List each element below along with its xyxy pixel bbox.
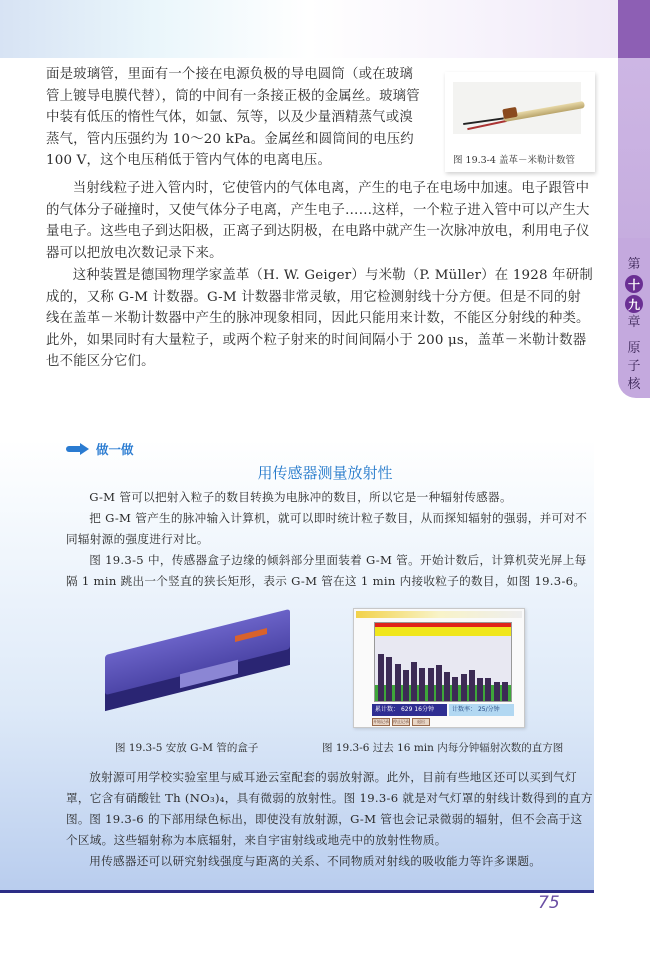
figure-caption-histogram: 图 19.3-6 过去 16 min 内每分钟辐射次数的直方图 xyxy=(322,742,564,754)
gm-sensor-box-photo-icon xyxy=(95,622,305,717)
rate-value: 25/分钟 xyxy=(477,706,500,713)
histogram-bar xyxy=(494,682,500,702)
screen-titlebar xyxy=(356,611,522,618)
histogram-bar xyxy=(485,678,491,701)
figure-caption: 图 19.3-4 盖革－米勒计数管 xyxy=(453,155,575,166)
page-header-band xyxy=(0,0,618,58)
chapter-numeral-nine: 九 xyxy=(625,295,643,313)
rate-label: 计数率： xyxy=(452,706,477,713)
activity-paragraph: 把 G-M 管产生的脉冲输入计算机，就可以即时统计粒子数目，从而探知辐射的强弱，并可对不同辐射源的强度进行对比。 xyxy=(66,511,588,546)
chapter-strip-light xyxy=(618,58,650,238)
total-count-panel xyxy=(372,704,447,716)
histogram-bar xyxy=(436,665,442,701)
histogram-bar xyxy=(395,664,401,701)
chapter-title-char: 原 xyxy=(627,341,641,356)
page-number: 75 xyxy=(538,893,560,913)
chapter-color-strip xyxy=(618,0,650,58)
activity-paragraph: 图 19.3-5 中，传感器盒子边缘的倾斜部分里面装着 G-M 管。开始计数后，计算机荧光屏上每隔 1 min 跳出一个竖直的狭长矩形，表示 G-M 管在这 1 min 内接收粒子的数目，如图 19.3-6。 xyxy=(66,553,587,588)
chapter-prefix: 第 xyxy=(627,257,641,272)
activity-paragraph: G-M 管可以把射入粒子的数目转换为电脉冲的数目，所以它是一种辐射传感器。 xyxy=(89,490,512,504)
chapter-suffix: 章 xyxy=(627,315,641,330)
histogram-bar xyxy=(419,668,425,701)
activity-header-label: 做一做 xyxy=(96,442,134,457)
arrow-right-icon xyxy=(66,444,90,454)
histogram-bar xyxy=(469,670,475,701)
count-rate-panel xyxy=(449,704,514,716)
body-paragraph-1: 面是玻璃管，里面有一个接在电源负极的导电圆筒（或在玻璃管上镀导电膜代替），筒的中间有一条接正极的金属丝。玻璃管中装有低压的惰性气体，如氩、氖等，以及少量酒精蒸气或溴蒸气，管内压强约为 10～20 kPa。金属丝和圆筒间的电压约 100 V，这个电压稍低于管内气体的电离电压。 xyxy=(46,67,420,168)
exit-button[interactable]: 退出 xyxy=(412,718,430,726)
histogram-screen xyxy=(353,608,525,728)
activity-paragraph: 放射源可用学校实验室里与威耳逊云室配套的弱放射源。此外，目前有些地区还可以买到气灯罩，它含有硝酸钍 Th (NO₃)₄，具有微弱的放射性。图 19.3-6 就是对气灯罩的射线计数得到的直方图。 xyxy=(66,770,593,826)
activity-header xyxy=(66,440,134,458)
duration-value: 16分钟 xyxy=(414,706,434,713)
screen-button-row xyxy=(372,718,430,726)
histogram-bar xyxy=(461,674,467,701)
total-value: 629 xyxy=(400,706,413,713)
chapter-numeral-ten: 十 xyxy=(625,275,643,293)
total-label: 累计数： xyxy=(375,706,400,713)
histogram-bar xyxy=(378,654,384,701)
histogram-bar xyxy=(477,678,483,701)
histogram-bar xyxy=(444,672,450,701)
histogram-bar xyxy=(386,657,392,701)
chapter-title-char: 核 xyxy=(627,377,641,392)
chapter-title-char: 子 xyxy=(627,359,641,374)
body-paragraph-2: 当射线粒子进入管内时，它使管内的气体电离，产生的电子在电场中加速。电子跟管中的气体分子碰撞时，又使气体分子电离，产生电子……这样，一个粒子进入管中可以产生大量电子。这些电子到达阳极，正离子到达阴极，在电路中就产生一次脉冲放电，利用电子仪器可以把放电次数记录下来。 xyxy=(46,181,590,261)
body-paragraph-3: 这种装置是德国物理学家盖革（H. W. Geiger）与米勒（P. Müller）在 1928 年研制成的，又称 G-M 计数器。G-M 计数器非常灵敏，用它检测射线十分方便。但是不同的射线在盖革－米勒计数器中产生的脉冲现象相同，因此只能用来计数，不能区分射线的种类。此外，如果同时有大量粒子，或两个粒子射来的时间间隔小于 200 μs，盖革－米勒计数器也不能区分它们。 xyxy=(46,268,593,369)
figure-caption-box: 图 19.3-5 安放 G-M 管的盒子 xyxy=(115,742,259,754)
figure-geiger-tube xyxy=(445,72,595,172)
activity-paragraph: 图 19.3-6 的下部用绿色标出，即使没有放射源，G-M 管也会记录微弱的辐射，但不会高于这个区域。这些辐射称为本底辐射，来自宇宙射线或地壳中的放射性物质。 xyxy=(66,812,583,847)
geiger-tube-photo-icon xyxy=(453,82,581,134)
histogram-plot xyxy=(374,622,512,702)
start-record-button[interactable]: 开始记录 xyxy=(373,719,389,724)
activity-paragraph: 用传感器还可以研究射线强度与距离的关系、不同物质对射线的吸收能力等许多课题。 xyxy=(89,854,542,868)
stop-record-button[interactable]: 停止记录 xyxy=(393,719,409,724)
histogram-bar xyxy=(452,677,458,701)
histogram-bars xyxy=(378,623,508,701)
histogram-bar xyxy=(502,682,508,702)
histogram-bar xyxy=(403,670,409,701)
histogram-bar xyxy=(428,668,434,701)
activity-title: 用传感器测量放射性 xyxy=(257,464,393,482)
chapter-tab xyxy=(618,238,650,398)
histogram-bar xyxy=(411,662,417,701)
